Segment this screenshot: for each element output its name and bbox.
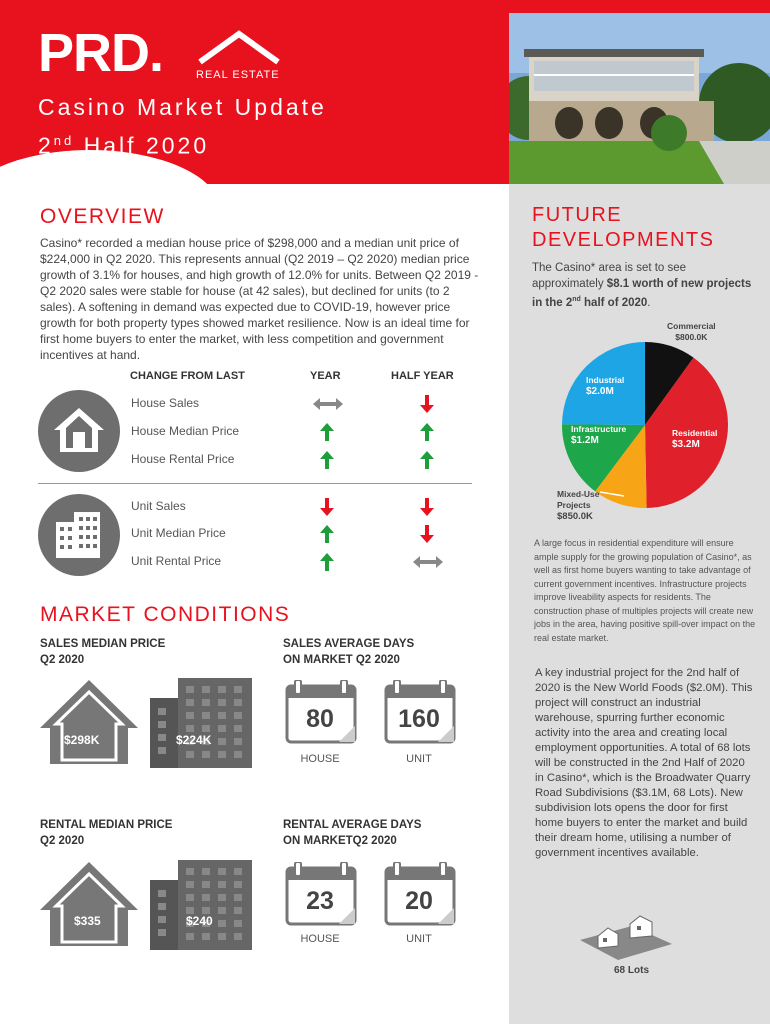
- house-label: HOUSE: [300, 753, 340, 765]
- unit-label: UNIT: [406, 753, 432, 765]
- page-title: Casino Market Update: [38, 94, 327, 120]
- col-change-from-last: CHANGE FROM LAST: [130, 370, 245, 382]
- arrow-down-icon: [319, 498, 335, 516]
- sales-days-heading: SALES AVERAGE DAYS ON MARKET Q2 2020: [283, 638, 415, 666]
- sales-median-heading: SALES MEDIAN PRICE Q2 2020: [40, 638, 166, 666]
- house-category-icon: [38, 390, 120, 472]
- house-label: HOUSE: [300, 933, 340, 945]
- overview-heading: OVERVIEW: [40, 205, 165, 228]
- sales-days-unit: 160: [398, 705, 440, 733]
- unit-rent-icon: [150, 860, 252, 950]
- unit-median-price: $224K: [176, 733, 212, 747]
- building-category-icon: [38, 494, 120, 576]
- future-intro: The Casino* area is set to see approximately $8.1 worth of new projects in the 2nd half of 2020.: [532, 262, 752, 309]
- future-paragraph-1: A large focus in residential expenditure will ensure ample supply for the growing population of Casino*, as well as first home buyers wanting to take advantage of current government incentives. Infrastructure projects improve liveability aspects for residents. The construction phase of multiples projects will create new jobs in the area, having positive spill-over impact on the real estate market.: [534, 538, 756, 643]
- arrow-down-icon: [419, 525, 435, 543]
- rental-median-heading: RENTAL MEDIAN PRICE Q2 2020: [40, 819, 173, 847]
- pie-label-residential: Residential $3.2M: [672, 428, 718, 450]
- house-rent-icon: [38, 858, 140, 948]
- change-row-label: Unit Median Price: [131, 526, 226, 540]
- house-rental-price: $335: [74, 914, 101, 928]
- unit-price-icon: [150, 678, 252, 768]
- change-row-label: House Sales: [131, 396, 200, 410]
- pie-label-mixed-use: Mixed-Use Projects $850.0K: [557, 489, 600, 522]
- col-year: YEAR: [310, 370, 341, 382]
- market-conditions-heading: MARKET CONDITIONS: [40, 603, 291, 626]
- rental-days-heading: RENTAL AVERAGE DAYS ON MARKETQ2 2020: [283, 819, 422, 847]
- overview-text: Casino* recorded a median house price of $298,000 and a median unit price of $224,000 in Q2 2020. This represents annual (Q2 2019 – Q2 2020) median price growth of 3.1% for houses, and high growth of 12.0% for units. Between Q2 2019 - Q2 2020 sales were stable for house (at 42 sales), but declined for units (to 2 sales). A softening in demand was expected due to COVID-19, however price growth for both property types showed market resilience. Now is an ideal time for first home buyers to enter the market, with less competition and government incentives at hand.: [40, 236, 479, 362]
- arrow-up-icon: [319, 525, 335, 543]
- house-price-icon: [38, 676, 140, 766]
- arrow-flat-icon: [313, 395, 343, 413]
- arrow-up-icon: [319, 553, 335, 571]
- pie-label-industrial: Industrial $2.0M: [586, 375, 625, 397]
- lots-label: 68 Lots: [614, 965, 650, 976]
- future-developments-heading: FUTURE DEVELOPMENTS: [532, 204, 715, 251]
- prd-logo: PRD.: [38, 23, 164, 83]
- table-divider: [38, 483, 472, 484]
- arrow-up-icon: [419, 451, 435, 469]
- change-row-label: House Median Price: [131, 424, 240, 438]
- arrow-up-icon: [319, 423, 335, 441]
- unit-rental-price: $240: [186, 914, 213, 928]
- pie-label-commercial: Commercial $800.0K: [667, 321, 716, 342]
- col-half-year: HALF YEAR: [391, 370, 454, 382]
- page-subtitle: 2nd Half 2020: [38, 132, 210, 159]
- house-median-price: $298K: [64, 733, 100, 747]
- logo-subtitle: REAL ESTATE: [196, 69, 280, 81]
- sales-days-house: 80: [306, 705, 334, 733]
- rental-days-house: 23: [306, 887, 334, 915]
- arrow-flat-icon: [413, 553, 443, 571]
- arrow-down-icon: [419, 498, 435, 516]
- change-row-label: Unit Sales: [131, 499, 186, 513]
- roof-logo-icon: [196, 28, 282, 66]
- rental-days-unit: 20: [405, 887, 433, 915]
- unit-label: UNIT: [406, 933, 432, 945]
- arrow-up-icon: [319, 451, 335, 469]
- future-paragraph-2: A key industrial project for the 2nd half of 2020 is the New World Foods ($2.0M). This project will construct an industrial warehouse, spurring further economic activity into the area and creating local employment opportunities. A total of 68 lots will be constructed in the 2nd Half of 2020 in Casino*, which is the Broadwater Quarry Road Subdivisions ($3.1M, 68 Lots). New subdivision lots opens the door for first home buyers to enter the market and build their dream home, utilising a number of government incentives available.: [535, 667, 753, 859]
- arrow-up-icon: [419, 423, 435, 441]
- house-photo: [509, 13, 770, 184]
- change-row-label: Unit Rental Price: [131, 554, 222, 568]
- change-row-label: House Rental Price: [131, 452, 235, 466]
- arrow-down-icon: [419, 395, 435, 413]
- pie-label-infrastructure: Infrastructure $1.2M: [571, 424, 627, 446]
- subdivision-lots-icon: [578, 910, 674, 962]
